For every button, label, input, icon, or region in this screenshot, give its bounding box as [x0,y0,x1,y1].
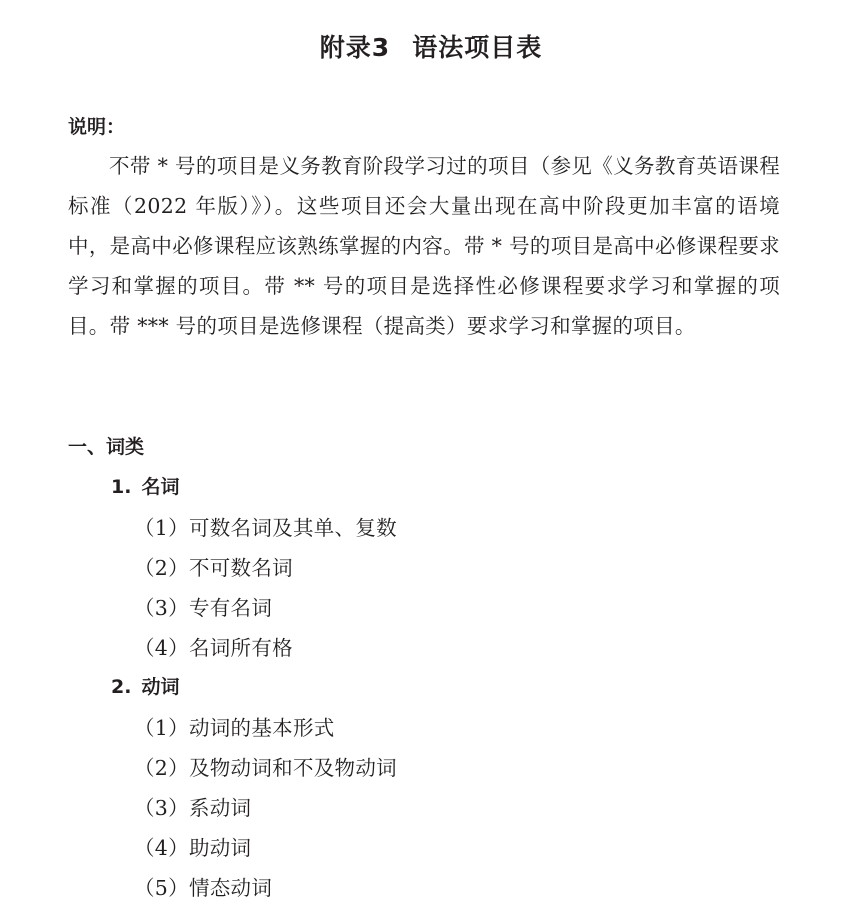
note-paragraph: 不带 * 号的项目是义务教育阶段学习过的项目（参见《义务教育英语课程标准（2022 年版）》）。这些项目还会大量出现在高中阶段更加丰富的语境中，是高中必修课程应该熟练掌握的内容。带 * 号的项目是高中必修课程要求学习和掌握的项目。带 ** 号的项目是选择性必修课程要求学习和掌握的项目。带 *** 号的项目是选修课程（提高类）要求学习和掌握的项目。 [68,154,780,338]
appendix-title: 语法项目表 [412,33,543,62]
list-item: （2）不可数名词 [134,556,293,580]
subsection-heading-verbs [111,673,179,701]
list-item: （1）可数名词及其单、复数 [134,516,397,540]
section-heading: 一、词类 [68,436,145,458]
page-title [0,30,862,66]
subsection-number: 2. [111,676,132,698]
subsection-heading-nouns [111,473,179,501]
note-label: 说明： [68,116,126,138]
subsection-label: 名词 [141,476,180,498]
appendix-number: 附录3 [319,33,391,62]
list-item: （5）情态动词 [134,876,273,900]
subsection-number: 1. [111,476,132,498]
subsection-label: 动词 [141,676,180,698]
list-item: （4）助动词 [134,836,252,860]
list-item: （3）系动词 [134,796,252,820]
list-item: （1）动词的基本形式 [134,716,335,740]
list-item: （3）专有名词 [134,596,273,620]
list-item: （2）及物动词和不及物动词 [134,756,397,780]
list-item: （4）名词所有格 [134,636,293,660]
